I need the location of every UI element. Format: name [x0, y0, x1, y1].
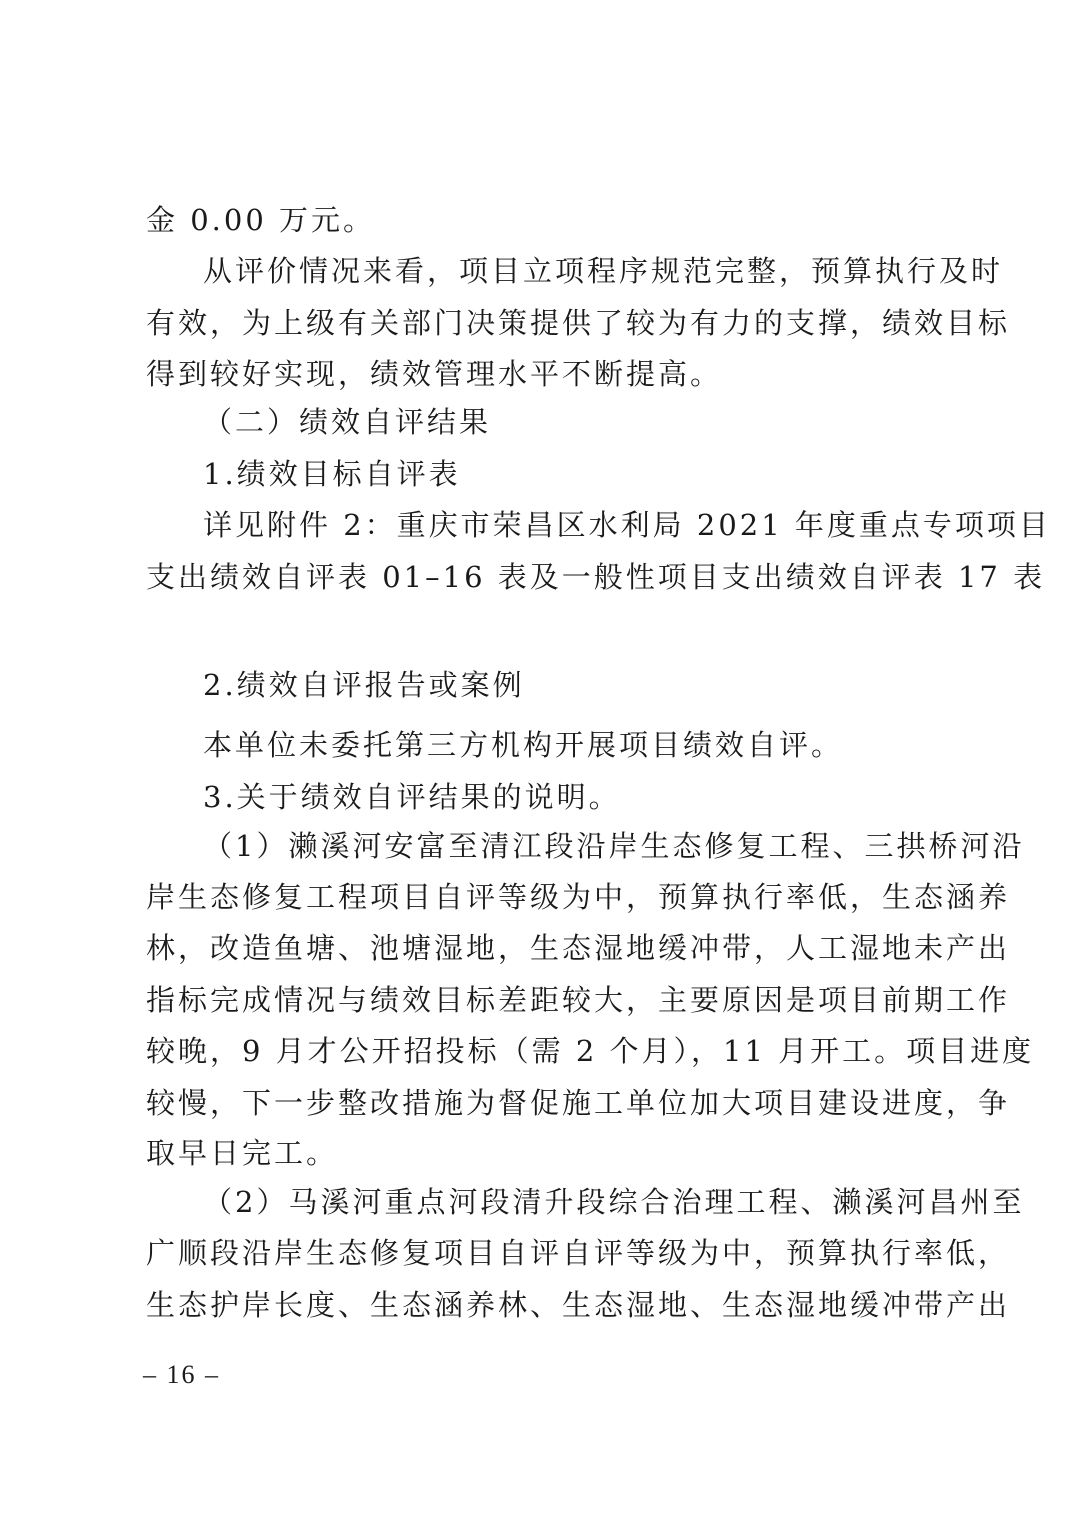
page-number: – 16 – [143, 1360, 220, 1389]
text-line-20: 广顺段沿岸生态修复项目自评自评等级为中，预算执行率低， [146, 1236, 1011, 1270]
text-line-2: 从评价情况来看，项目立项程序规范完整，预算执行及时 [203, 254, 1004, 288]
subsection-heading-1: 1.绩效目标自评表 [203, 457, 461, 491]
text-line-14: 林，改造鱼塘、池塘湿地，生态湿地缓冲带，人工湿地未产出 [146, 931, 1011, 965]
text-line-4: 得到较好实现，绩效管理水平不断提高。 [146, 357, 723, 391]
text-line-18: 取早日完工。 [146, 1136, 339, 1170]
text-line-7: 详见附件 2：重庆市荣昌区水利局 2021 年度重点专项项目 [203, 508, 1051, 542]
subsection-heading-3: 3.关于绩效自评结果的说明。 [203, 780, 621, 814]
text-line-3: 有效，为上级有关部门决策提供了较为有力的支撑，绩效目标 [146, 306, 1011, 340]
text-line-21: 生态护岸长度、生态涵养林、生态湿地、生态湿地缓冲带产出 [146, 1288, 1011, 1322]
text-line-1: 金 0.00 万元。 [146, 203, 376, 237]
text-line-10: 本单位未委托第三方机构开展项目绩效自评。 [203, 728, 844, 762]
text-line-12: （1）濑溪河安富至清江段沿岸生态修复工程、三拱桥河沿 [203, 829, 1025, 863]
text-line-17: 较慢，下一步整改措施为督促施工单位加大项目建设进度，争 [146, 1086, 1011, 1120]
text-line-8: 支出绩效自评表 01–16 表及一般性项目支出绩效自评表 17 表 [146, 560, 1046, 594]
text-line-19: （2）马溪河重点河段清升段综合治理工程、濑溪河昌州至 [203, 1185, 1025, 1219]
section-heading: （二）绩效自评结果 [203, 405, 492, 439]
text-line-13: 岸生态修复工程项目自评等级为中，预算执行率低，生态涵养 [146, 880, 1011, 914]
text-line-15: 指标完成情况与绩效目标差距较大，主要原因是项目前期工作 [146, 983, 1011, 1017]
subsection-heading-2: 2.绩效自评报告或案例 [203, 668, 525, 702]
text-line-16: 较晚，9 月才公开招投标（需 2 个月），11 月开工。项目进度 [146, 1034, 1035, 1068]
